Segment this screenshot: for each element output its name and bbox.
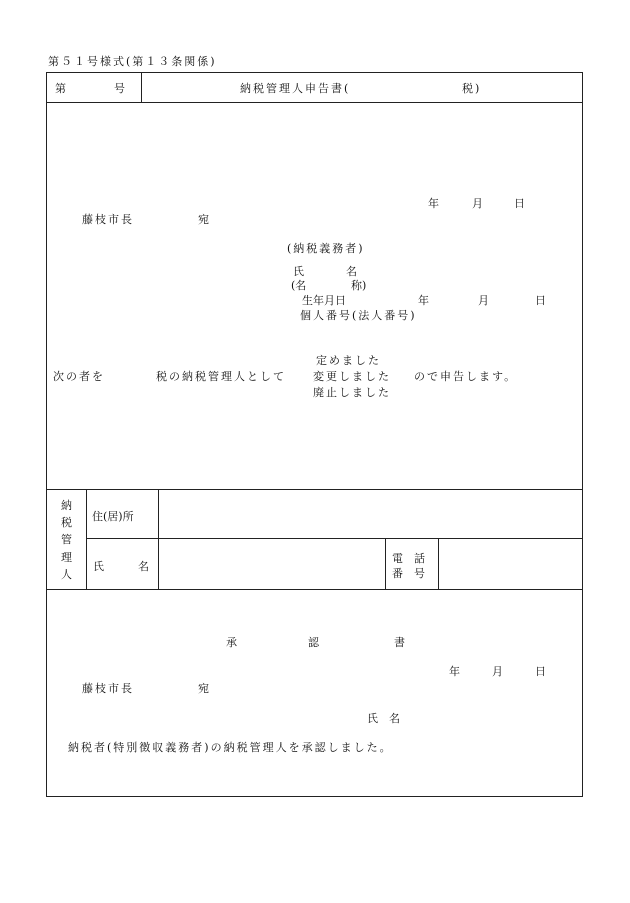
taxpayer-name-label-2: 名: [346, 265, 357, 278]
manager-mid-border: [86, 538, 583, 539]
manager-side-separator: [86, 489, 87, 589]
number-label: 第: [55, 82, 66, 95]
id-number-label: 個人番号(法人番号): [300, 309, 417, 322]
taxpayer-heading: (納税義務者): [287, 242, 365, 255]
manager-side-label-4: 理: [61, 551, 72, 564]
manager-name-field[interactable]: [160, 540, 384, 588]
manager-label-separator: [158, 489, 159, 589]
approval-statement: 納税者(特別徴収義務者)の納税管理人を承認しました。: [68, 741, 393, 754]
taxpayer-name-label-1: 氏: [293, 265, 304, 278]
date-month: 月: [472, 197, 483, 210]
form-reference: 第５１号様式(第１３条関係): [48, 55, 217, 68]
date-day: 日: [514, 197, 525, 210]
number-suffix: 号: [114, 82, 125, 95]
phone-field[interactable]: [440, 540, 581, 588]
taxpayer-corp-name-1: (名: [291, 279, 307, 292]
manager-bottom-border: [46, 589, 583, 590]
manager-address-label: 住(居)所: [92, 510, 134, 523]
manager-side-label-5: 人: [61, 568, 72, 581]
phone-right-separator: [438, 538, 439, 589]
header-divider: [46, 102, 583, 103]
approval-name-label: 氏 名: [367, 712, 400, 725]
taxpayer-corp-name-2: 称): [351, 279, 367, 292]
date-year: 年: [428, 197, 439, 210]
phone-left-separator: [385, 538, 386, 589]
birth-label: 生年月日: [302, 294, 346, 307]
approval-title-3: 書: [394, 636, 405, 649]
approval-day: 日: [535, 665, 546, 678]
birth-day: 日: [535, 294, 546, 307]
approval-year: 年: [449, 665, 460, 678]
approval-title-1: 承: [226, 636, 237, 649]
manager-side-label-1: 納: [61, 499, 72, 512]
phone-label-1: 電 話: [392, 552, 425, 565]
phone-label-2: 番 号: [392, 567, 425, 580]
statement-part1: 次の者を: [53, 370, 105, 383]
addressee-suffix: 宛: [198, 213, 209, 226]
manager-side-label-3: 管: [61, 533, 72, 546]
manager-address-field[interactable]: [160, 491, 581, 537]
approval-month: 月: [492, 665, 503, 678]
statement-part3: ので申告します。: [414, 370, 518, 383]
birth-year: 年: [418, 294, 429, 307]
birth-month: 月: [478, 294, 489, 307]
manager-side-label-2: 税: [61, 516, 72, 529]
statement-part2: 税の納税管理人として: [156, 370, 286, 383]
approval-title-2: 認: [308, 636, 319, 649]
approval-addressee: 藤枝市長: [82, 682, 134, 695]
manager-name-label-2: 名: [138, 560, 149, 573]
option-changed: 変更しました: [313, 370, 391, 383]
header-number-separator: [141, 72, 142, 102]
manager-top-border: [46, 489, 583, 490]
form-title-suffix: 税): [462, 82, 482, 95]
addressee: 藤枝市長: [82, 213, 134, 226]
approval-addressee-suffix: 宛: [198, 682, 209, 695]
manager-name-label-1: 氏: [93, 560, 104, 573]
form-title-prefix: 納税管理人申告書(: [240, 82, 351, 95]
option-defined: 定めました: [316, 354, 381, 367]
option-abolished: 廃止しました: [313, 386, 391, 399]
